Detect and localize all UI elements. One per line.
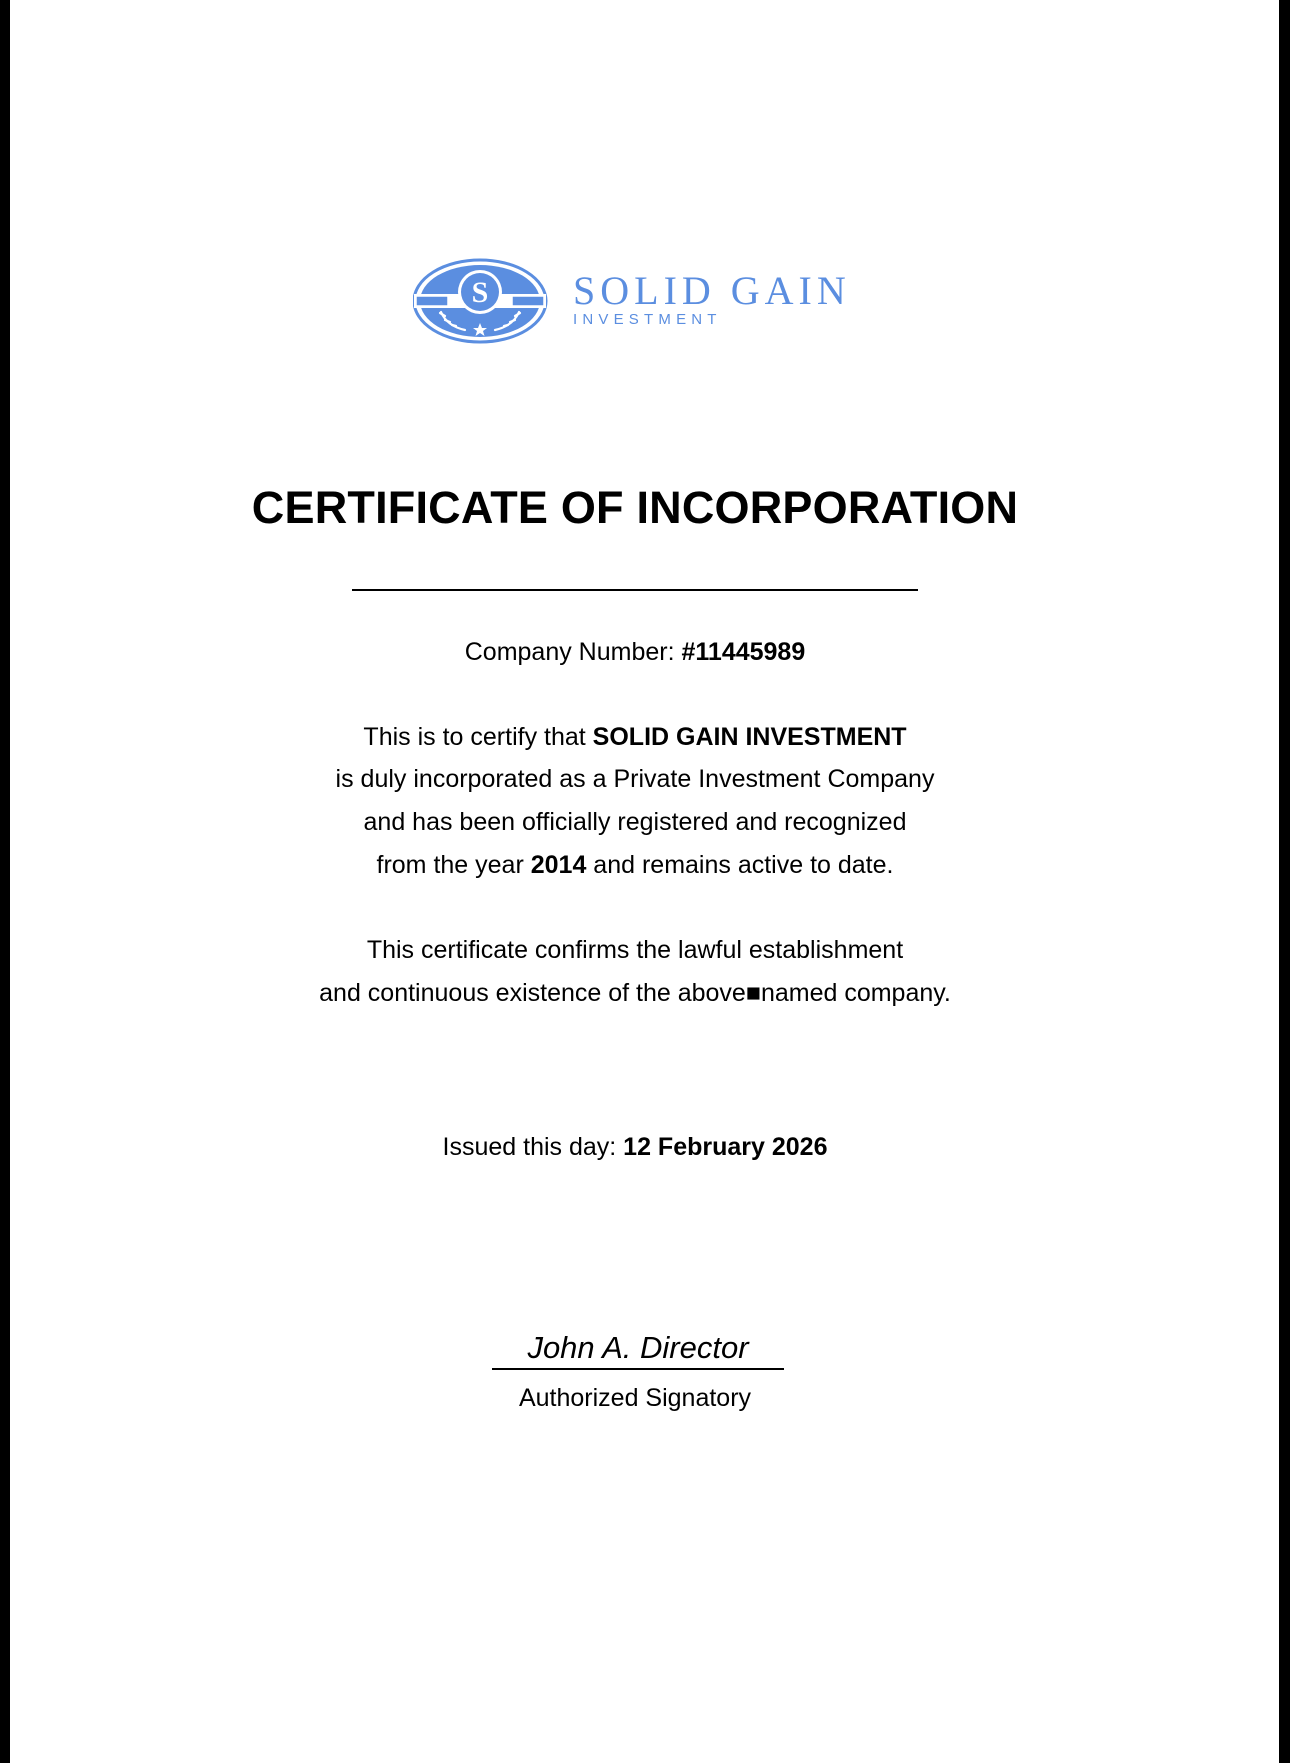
brand-subtitle: INVESTMENT [573, 311, 722, 328]
incorporation-year: 2014 [530, 851, 587, 879]
certificate-title: CERTIFICATE OF INCORPORATION [251, 482, 1019, 533]
brand-name: SOLID GAIN [573, 268, 851, 313]
company-number-value: #11445989 [681, 638, 806, 666]
issued-date: 12 February 2026 [623, 1133, 828, 1161]
issued-label: Issued this day: [442, 1133, 624, 1161]
year-suffix: and remains active to date. [586, 851, 894, 879]
issued-line [0, 1131, 1280, 1163]
company-number-label: Company Number: [464, 638, 682, 666]
certify-line-4 [0, 849, 1280, 881]
signatory-role: Authorized Signatory [518, 1384, 752, 1412]
certify-line-1 [0, 721, 1280, 753]
confirm-line-1: This certificate confirms the lawful establishment [366, 936, 904, 964]
emblem-letter: S [471, 276, 489, 309]
certify-line-3: and has been officially registered and recognized [363, 808, 907, 836]
certify-line-2: is duly incorporated as a Private Investment Company [335, 765, 935, 793]
certify-prefix: This is to certify that [363, 723, 593, 751]
company-logo [413, 256, 883, 348]
company-name: SOLID GAIN INVESTMENT [592, 723, 907, 751]
signatory-name: John A. Director [492, 1329, 784, 1370]
confirm-line-2: and continuous existence of the above■named company. [319, 979, 951, 1007]
company-number-line [0, 636, 1280, 668]
title-divider [352, 589, 918, 591]
year-prefix: from the year [376, 851, 531, 879]
